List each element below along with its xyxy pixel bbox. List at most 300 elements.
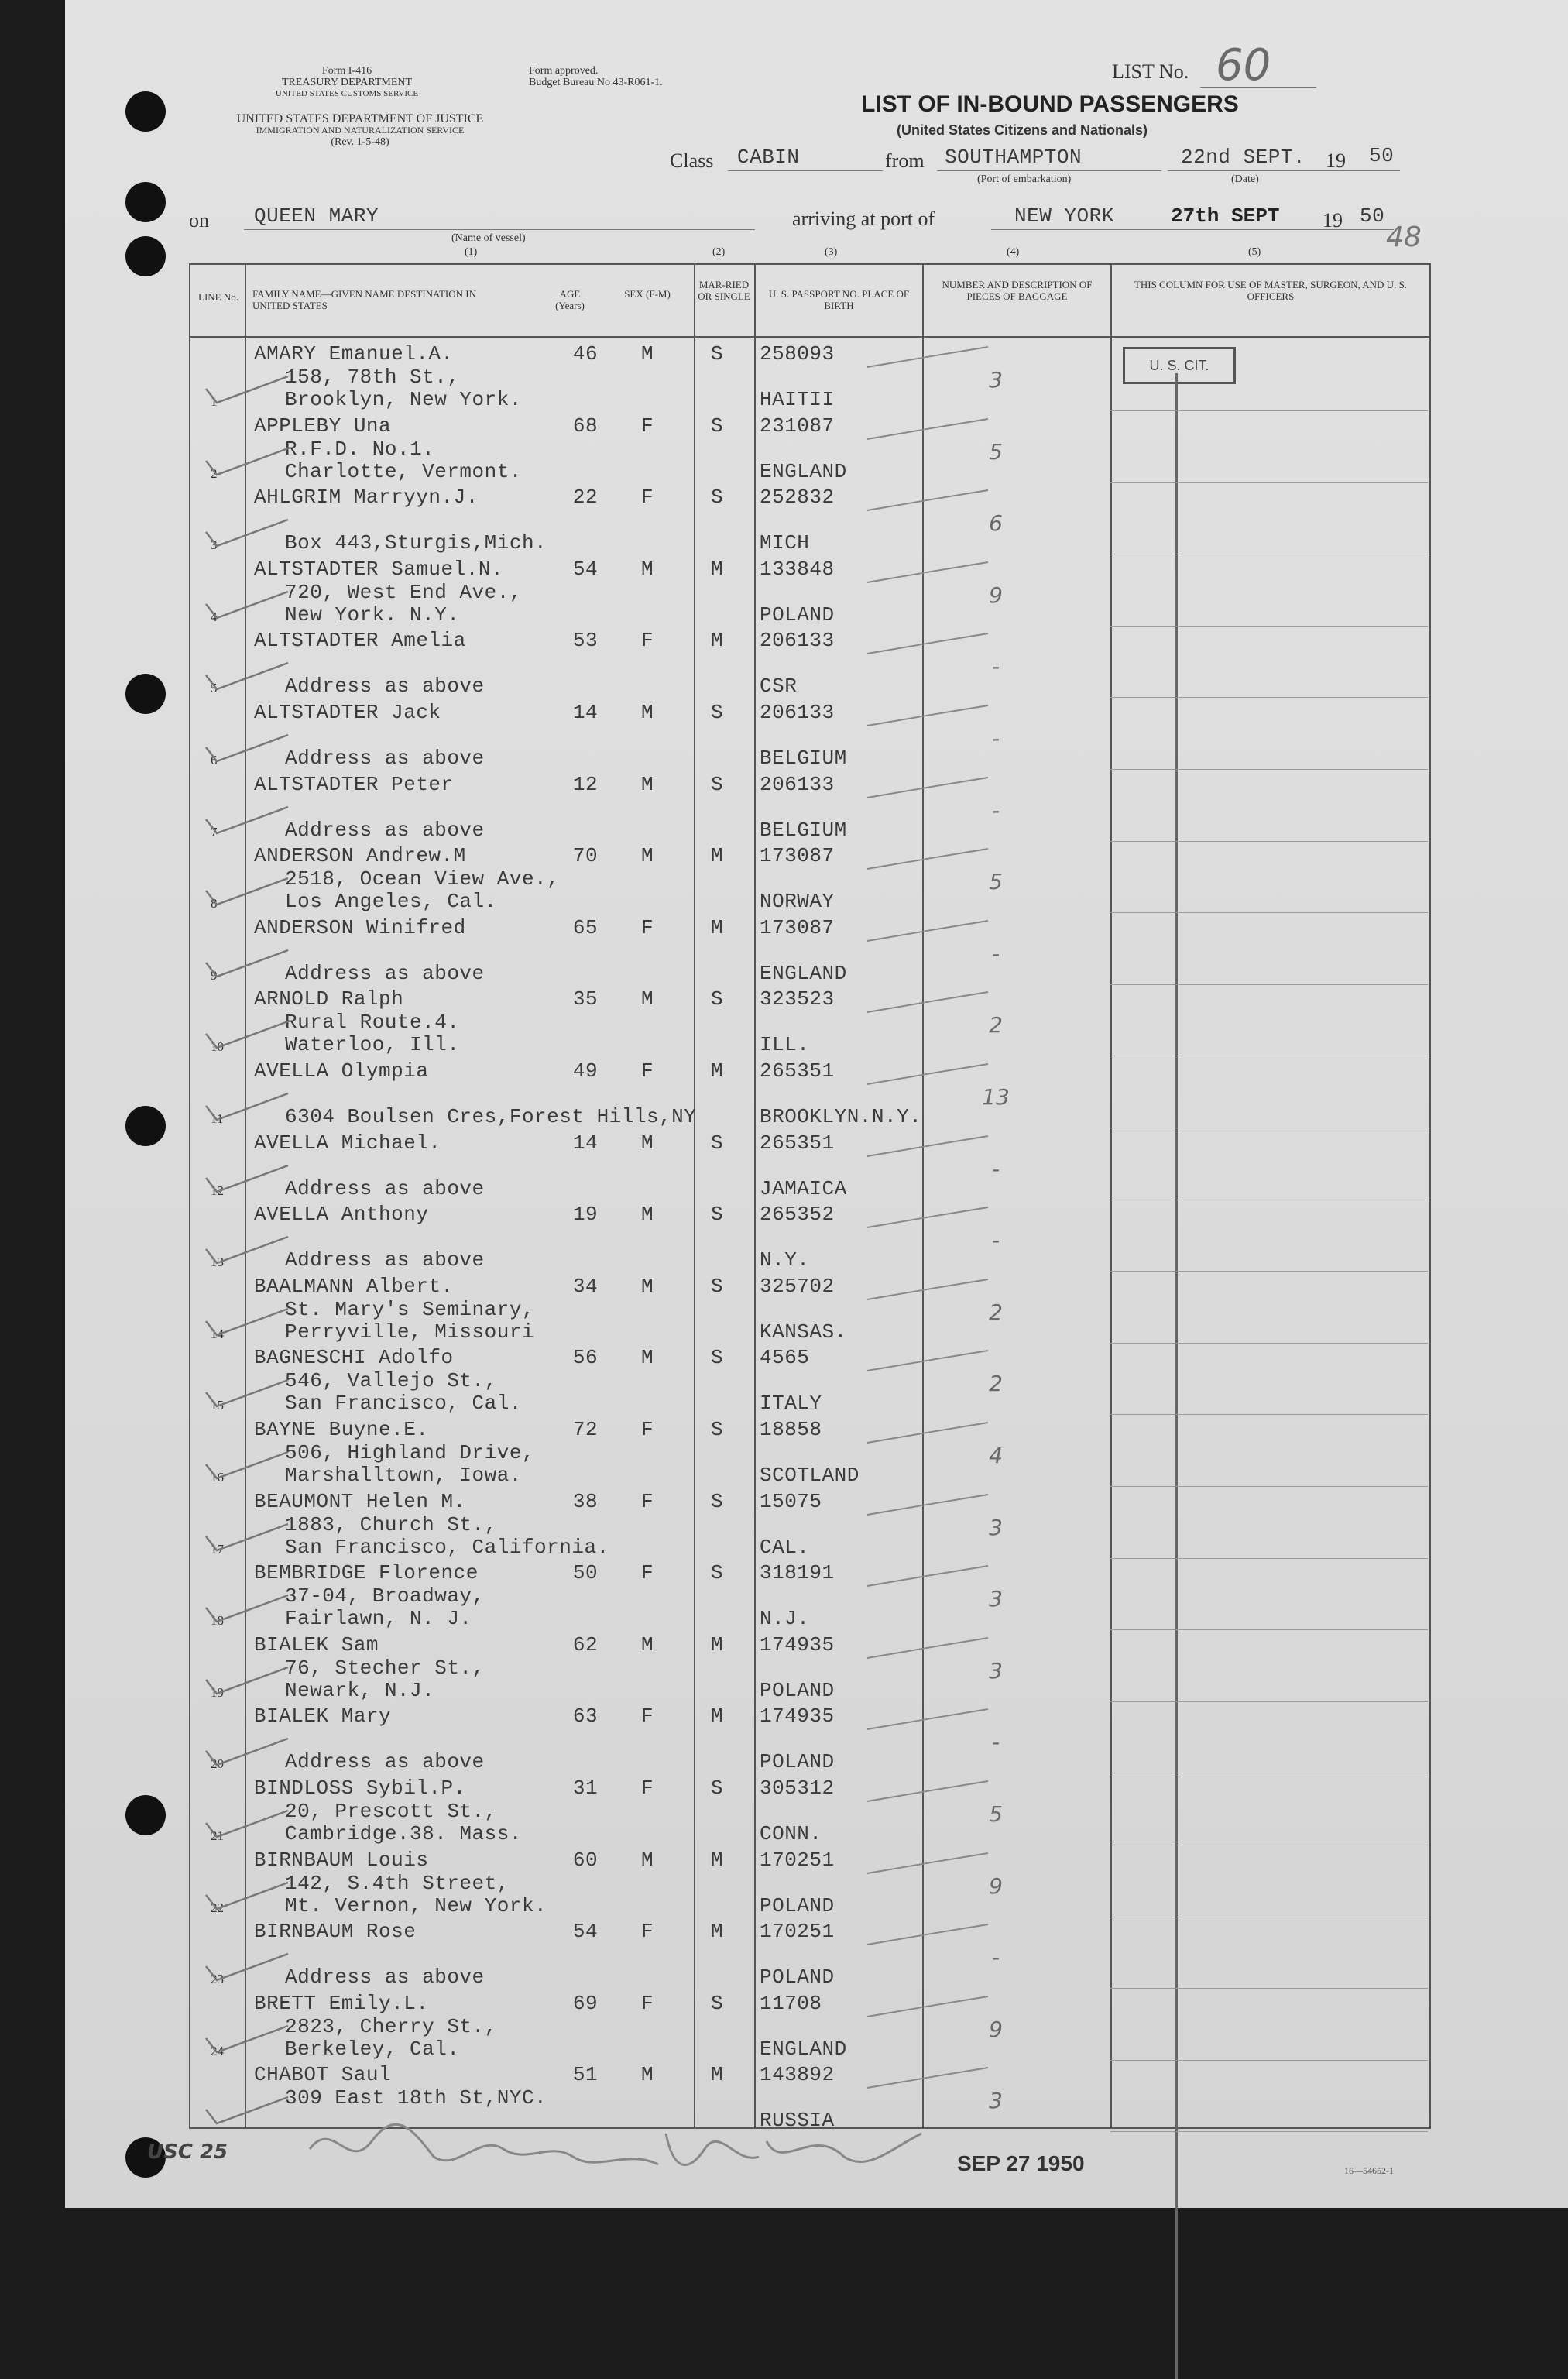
passport-number: 265351 (760, 1131, 835, 1155)
passport-number: 231087 (760, 414, 835, 438)
page-title: LIST OF IN-BOUND PASSENGERS (861, 91, 1239, 117)
table-row (190, 1487, 1306, 1559)
marital-status: S (710, 772, 724, 796)
check-mark (203, 1161, 296, 1200)
marital-status: S (710, 1561, 724, 1585)
place-of-birth: MICH (760, 531, 810, 555)
baggage-count: 2 (989, 1299, 1003, 1325)
baggage-count: 3 (989, 1586, 1003, 1612)
arrival-date: 27th SEPT (1171, 204, 1280, 228)
address-line-2: Waterloo, Ill. (285, 1033, 460, 1057)
family-given-name: BAALMANN Albert. (254, 1274, 454, 1298)
age: 12 (572, 772, 599, 796)
passport-number: 206133 (760, 629, 835, 653)
place-of-birth: ITALY (760, 1392, 822, 1416)
family-given-name: BRETT Emily.L. (254, 1991, 429, 2015)
check-mark (203, 1806, 296, 1845)
address-line-2: San Francisco, California. (285, 1535, 609, 1559)
passport-number: 305312 (760, 1777, 835, 1800)
passport-number: 170251 (760, 1848, 835, 1872)
header-name: FAMILY NAME—GIVEN NAME DESTINATION IN UNITED STATES (252, 288, 477, 311)
place-of-birth: NORWAY (760, 890, 835, 914)
place-of-birth: BELGIUM (760, 818, 847, 842)
row-rule (1110, 2131, 1428, 2132)
table-row (190, 554, 1306, 627)
sex: F (640, 1777, 654, 1800)
place-of-birth: POLAND (760, 1750, 835, 1774)
family-given-name: AMARY Emanuel.A. (254, 342, 454, 366)
column-number-5: (5) (1248, 246, 1261, 258)
check-mark (203, 1663, 296, 1701)
baggage-tick (864, 1561, 996, 1592)
port-caption: (Port of embarkation) (977, 173, 1072, 185)
place-of-birth: ENGLAND (760, 961, 847, 985)
age: 14 (572, 1131, 599, 1155)
line-number: 14 (211, 1326, 224, 1341)
sex: M (640, 844, 654, 868)
table-row (190, 1917, 1306, 1989)
age: 60 (572, 1848, 599, 1872)
age: 56 (572, 1346, 599, 1370)
place-of-birth: KANSAS. (760, 1320, 847, 1344)
baggage-tick (864, 342, 996, 373)
table-row (190, 1630, 1306, 1702)
customs-service: UNITED STATES CUSTOMS SERVICE (275, 89, 419, 98)
baggage-count: 9 (989, 2016, 1003, 2042)
age: 70 (572, 844, 599, 868)
line-number: 22 (211, 1900, 224, 1915)
baggage-tick (864, 1418, 996, 1449)
departure-date: 22nd SEPT. (1181, 146, 1306, 169)
passport-number: 265351 (760, 1059, 835, 1083)
check-mark (203, 874, 296, 912)
vessel-name: QUEEN MARY (254, 204, 379, 228)
place-of-birth: CONN. (760, 1822, 822, 1845)
check-mark (203, 946, 296, 984)
baggage-tick (864, 486, 996, 517)
sex: F (640, 1489, 654, 1513)
place-of-birth: POLAND (760, 1965, 835, 1989)
list-number-label: LIST No. (1112, 60, 1189, 83)
check-mark (203, 658, 296, 697)
form-approved: Form approved. (529, 65, 599, 77)
place-of-birth: CSR (760, 675, 798, 699)
baggage-tick (864, 1346, 996, 1377)
address-line-1: 309 East 18th St,NYC. (285, 2086, 547, 2110)
age: 19 (572, 1203, 599, 1227)
place-of-birth: POLAND (760, 1678, 835, 1702)
table-row (190, 482, 1306, 554)
line-number: 4 (211, 609, 218, 624)
family-given-name: ALTSTADTER Samuel.N. (254, 557, 504, 581)
arriving-label: arriving at port of (792, 208, 935, 230)
family-given-name: BINDLOSS Sybil.P. (254, 1777, 466, 1800)
table-row (190, 1056, 1306, 1128)
column-number-4: (4) (1007, 246, 1020, 258)
baggage-count: 2 (989, 1012, 1003, 1038)
family-given-name: CHABOT Saul (254, 2063, 392, 2087)
passport-number: 173087 (760, 844, 835, 868)
address-line-2: Box 443,Sturgis,Mich. (285, 531, 547, 555)
baggage-tick (864, 1633, 996, 1664)
age: 54 (572, 1920, 599, 1944)
family-given-name: AHLGRIM Marryyn.J. (254, 486, 479, 510)
baggage-count: 3 (989, 1514, 1003, 1540)
family-given-name: BIALEK Mary (254, 1704, 392, 1728)
page-subtitle: (United States Citizens and Nationals) (897, 122, 1148, 138)
baggage-tick (864, 773, 996, 804)
passport-number: 143892 (760, 2063, 835, 2087)
family-given-name: AVELLA Olympia (254, 1059, 429, 1083)
age: 46 (572, 342, 599, 366)
passport-number: 173087 (760, 915, 835, 939)
address-line-1: 76, Stecher St., (285, 1656, 485, 1680)
passport-number: 265352 (760, 1203, 835, 1227)
marital-status: M (710, 1704, 724, 1728)
address-line-1: 20, Prescott St., (285, 1800, 497, 1823)
line-number: 24 (211, 2043, 224, 2058)
revision: (Rev. 1-5-48) (331, 136, 389, 148)
line-number: 2 (211, 465, 218, 481)
sex: F (640, 1059, 654, 1083)
line-number: 12 (211, 1183, 224, 1198)
baggage-count: 2 (989, 1371, 1003, 1397)
check-mark (203, 2021, 296, 2060)
baggage-count: 3 (989, 367, 1003, 393)
marital-status: S (710, 701, 724, 724)
header-sex: SEX (F-M) (624, 288, 671, 300)
marital-status: M (710, 629, 724, 653)
age: 34 (572, 1274, 599, 1298)
address-line-2: Berkeley, Cal. (285, 2037, 460, 2061)
sex: M (640, 1346, 654, 1370)
table-row (190, 698, 1306, 770)
address-line-2: Newark, N.J. (285, 1678, 435, 1702)
address-line-2: 6304 Boulsen Cres,Forest Hills,NY (285, 1105, 697, 1128)
vessel-caption: (Name of vessel) (451, 232, 526, 244)
passport-number: 252832 (760, 486, 835, 510)
passenger-table (189, 263, 1431, 2133)
baggage-count: 5 (989, 869, 1003, 895)
place-of-birth: SCOTLAND (760, 1464, 859, 1487)
us-citizen-stamp: U. S. CIT. (1123, 347, 1236, 384)
place-of-birth: ENGLAND (760, 459, 847, 483)
address-line-1: 546, Vallejo St., (285, 1369, 497, 1393)
header-line-no: LINE No. (198, 291, 238, 303)
marital-status: S (710, 342, 724, 366)
table-row (190, 1845, 1306, 1917)
ins-service: IMMIGRATION AND NATURALIZATION SERVICE (256, 125, 465, 136)
family-given-name: BEAUMONT Helen M. (254, 1489, 466, 1513)
table-row (190, 913, 1306, 985)
age: 62 (572, 1632, 599, 1656)
place-of-birth: N.J. (760, 1607, 810, 1631)
baggage-count: - (991, 1227, 1000, 1254)
baggage-tick (864, 2063, 996, 2094)
binder-hole (125, 91, 166, 132)
marital-status: M (710, 1632, 724, 1656)
line-number: 20 (211, 1756, 224, 1772)
address-line-2: Fairlawn, N. J. (285, 1607, 472, 1631)
sex: M (640, 1632, 654, 1656)
sex: M (640, 2063, 654, 2087)
age: 54 (572, 557, 599, 581)
table-row (190, 1128, 1306, 1200)
place-of-birth: ENGLAND (760, 2037, 847, 2061)
baggage-count: - (991, 1155, 1000, 1182)
address-line-2: Mt. Vernon, New York. (285, 1893, 547, 1917)
binder-hole (125, 236, 166, 276)
baggage-count: 13 (982, 1084, 1010, 1110)
line-number: 9 (211, 967, 218, 983)
line-number: 15 (211, 1398, 224, 1413)
line-number: 5 (211, 681, 218, 696)
address-line-2: Address as above (285, 1750, 485, 1774)
age: 14 (572, 701, 599, 724)
address-line-2: San Francisco, Cal. (285, 1392, 522, 1416)
passport-number: 323523 (760, 987, 835, 1011)
place-of-birth: CAL. (760, 1535, 810, 1559)
binder-hole (125, 674, 166, 714)
check-mark (203, 1375, 296, 1414)
check-mark (203, 1519, 296, 1558)
baggage-count: - (991, 1729, 1000, 1756)
print-code: 16—54652-1 (1344, 2165, 1394, 2176)
baggage-count: 3 (989, 2088, 1003, 2114)
address-line-2: New York. N.Y. (285, 602, 460, 627)
baggage-tick (864, 1203, 996, 1234)
baggage-tick (864, 916, 996, 947)
marital-status: M (710, 1920, 724, 1944)
address-line-1: 142, S.4th Street, (285, 1871, 510, 1895)
marital-status: M (710, 915, 724, 939)
passport-number: 174935 (760, 1632, 835, 1656)
place-of-birth: N.Y. (760, 1248, 810, 1272)
line-number: 7 (211, 824, 218, 839)
header-officers: THIS COLUMN FOR USE OF MASTER, SURGEON, AND U. S. OFFICERS (1134, 279, 1408, 302)
passport-number: 4565 (760, 1346, 810, 1370)
line-number: 19 (211, 1684, 224, 1700)
line-number: 13 (211, 1255, 224, 1270)
budget-bureau: Budget Bureau No 43-R061-1. (529, 77, 663, 88)
table-row (190, 984, 1306, 1056)
marital-status: S (710, 1489, 724, 1513)
handwritten-signature (302, 2103, 937, 2188)
marital-status: S (710, 1418, 724, 1441)
marital-status: M (710, 2063, 724, 2087)
column-number-3: (3) (825, 246, 838, 258)
check-mark (203, 730, 296, 769)
check-mark (203, 444, 296, 482)
class-value: CABIN (737, 146, 800, 169)
from-label: from (885, 149, 925, 172)
line-number: 10 (211, 1039, 224, 1055)
sex: F (640, 486, 654, 510)
sex: M (640, 772, 654, 796)
table-row (190, 1558, 1306, 1630)
baggage-count: 6 (989, 510, 1003, 537)
header-passport: U. S. PASSPORT NO. PLACE OF BIRTH (768, 288, 910, 311)
sex: F (640, 414, 654, 438)
family-given-name: BAGNESCHI Adolfo (254, 1346, 454, 1370)
family-given-name: ARNOLD Ralph (254, 987, 404, 1011)
marital-status: M (710, 1059, 724, 1083)
arrival-year: 50 (1360, 204, 1385, 228)
passport-number: 133848 (760, 557, 835, 581)
baggage-count: - (991, 726, 1000, 751)
check-mark (203, 1878, 296, 1917)
family-given-name: ANDERSON Winifred (254, 915, 466, 939)
date-stamp: SEP 27 1950 (957, 2151, 1085, 2175)
check-mark (203, 1591, 296, 1629)
age: 49 (572, 1059, 599, 1083)
age: 65 (572, 915, 599, 939)
line-number: 11 (211, 1111, 224, 1126)
line-number: 16 (211, 1470, 224, 1485)
age: 69 (572, 1991, 599, 2015)
check-mark (203, 1734, 296, 1773)
address-line-2: Address as above (285, 747, 485, 770)
table-row (190, 1343, 1306, 1415)
place-of-birth: JAMAICA (760, 1176, 847, 1200)
baggage-tick (864, 987, 996, 1018)
baggage-tick (864, 629, 996, 660)
check-mark (203, 802, 296, 841)
arrival-port: NEW YORK (1014, 204, 1114, 228)
sex: M (640, 1848, 654, 1872)
baggage-tick (864, 1849, 996, 1880)
baggage-tick (864, 1275, 996, 1306)
sex: M (640, 1203, 654, 1227)
baggage-count: - (991, 654, 1000, 680)
address-line-1: R.F.D. No.1. (285, 437, 435, 461)
marital-status: S (710, 1777, 724, 1800)
table-row (190, 411, 1306, 483)
passport-number: 206133 (760, 772, 835, 796)
margin-number: 48 (1386, 221, 1422, 253)
address-line-2: Charlotte, Vermont. (285, 459, 522, 483)
line-number: 21 (211, 1828, 224, 1843)
age: 50 (572, 1561, 599, 1585)
check-mark (203, 587, 296, 626)
baggage-tick (864, 414, 996, 445)
table-row (190, 1272, 1306, 1344)
family-given-name: AVELLA Michael. (254, 1131, 441, 1155)
binder-hole (125, 1106, 166, 1146)
baggage-count: 5 (989, 1801, 1003, 1827)
address-line-1: 37-04, Broadway, (285, 1584, 485, 1608)
age: 51 (572, 2063, 599, 2087)
baggage-tick (864, 1992, 996, 2023)
place-of-birth: RUSSIA (760, 2109, 835, 2133)
marital-status: S (710, 486, 724, 510)
justice-dept: UNITED STATES DEPARTMENT OF JUSTICE (236, 112, 484, 125)
sex: F (640, 915, 654, 939)
address-line-2: Los Angeles, Cal. (285, 890, 497, 914)
address-line-2: Perryville, Missouri (285, 1320, 535, 1344)
table-row (190, 1200, 1306, 1272)
age: 72 (572, 1418, 599, 1441)
place-of-birth: POLAND (760, 602, 835, 627)
table-row (190, 1773, 1306, 1845)
place-of-birth: HAITII (760, 388, 835, 411)
baggage-count: 3 (989, 1657, 1003, 1684)
sex: F (640, 1920, 654, 1944)
passport-number: 170251 (760, 1920, 835, 1944)
table-row (190, 770, 1306, 842)
table-row (190, 1989, 1306, 2061)
address-line-1: 2823, Cherry St., (285, 2014, 497, 2038)
check-mark (203, 1949, 296, 1988)
line-number: 1 (211, 394, 218, 409)
address-line-1: 720, West End Ave., (285, 580, 522, 604)
class-label: Class (670, 149, 714, 172)
check-mark (203, 1232, 296, 1271)
address-line-2: Address as above (285, 1965, 485, 1989)
baggage-count: 9 (989, 582, 1003, 608)
form-id-block (246, 65, 448, 100)
family-given-name: BEMBRIDGE Florence (254, 1561, 479, 1585)
passport-number: 15075 (760, 1489, 822, 1513)
baggage-tick (864, 1059, 996, 1090)
age: 68 (572, 414, 599, 438)
baggage-tick (864, 1920, 996, 1951)
header-married: MAR-RIED OR SINGLE (698, 279, 750, 302)
line-number: 23 (211, 1972, 224, 1987)
family-given-name: BIRNBAUM Rose (254, 1920, 417, 1944)
family-given-name: ANDERSON Andrew.M (254, 844, 466, 868)
list-number: 60 (1216, 40, 1271, 91)
line-number: 8 (211, 896, 218, 911)
table-row (190, 841, 1306, 913)
family-given-name: BIALEK Sam (254, 1632, 379, 1656)
baggage-count: 4 (989, 1443, 1003, 1468)
sex: F (640, 1418, 654, 1441)
baggage-count: - (991, 1945, 1000, 1971)
address-line-1: 506, Highland Drive, (285, 1441, 535, 1464)
address-line-2: Address as above (285, 675, 485, 699)
justice-block (186, 113, 534, 148)
age: 53 (572, 629, 599, 653)
approval-block (529, 65, 663, 88)
sex: M (640, 1274, 654, 1298)
family-given-name: BAYNE Buyne.E. (254, 1418, 429, 1441)
age: 63 (572, 1704, 599, 1728)
sex: M (640, 701, 654, 724)
column-number-1: (1) (465, 246, 478, 258)
check-mark (203, 372, 296, 410)
line-number: 3 (211, 537, 218, 553)
age: 35 (572, 987, 599, 1011)
address-line-1: 2518, Ocean View Ave., (285, 867, 560, 891)
baggage-count: - (991, 940, 1000, 966)
date-caption: (Date) (1231, 173, 1259, 185)
marital-status: S (710, 987, 724, 1011)
baggage-count: 5 (989, 438, 1003, 465)
line-number: 18 (211, 1613, 224, 1629)
passport-number: 318191 (760, 1561, 835, 1585)
baggage-count: - (991, 797, 1000, 823)
check-mark (203, 1017, 296, 1056)
form-number: Form I-416 (321, 65, 372, 77)
address-line-2: Marshalltown, Iowa. (285, 1464, 522, 1487)
sex: F (640, 1561, 654, 1585)
check-mark (203, 2092, 296, 2131)
line-number: 17 (211, 1541, 224, 1557)
baggage-tick (864, 558, 996, 589)
family-given-name: APPLEBY Una (254, 414, 392, 438)
marital-status: M (710, 1848, 724, 1872)
